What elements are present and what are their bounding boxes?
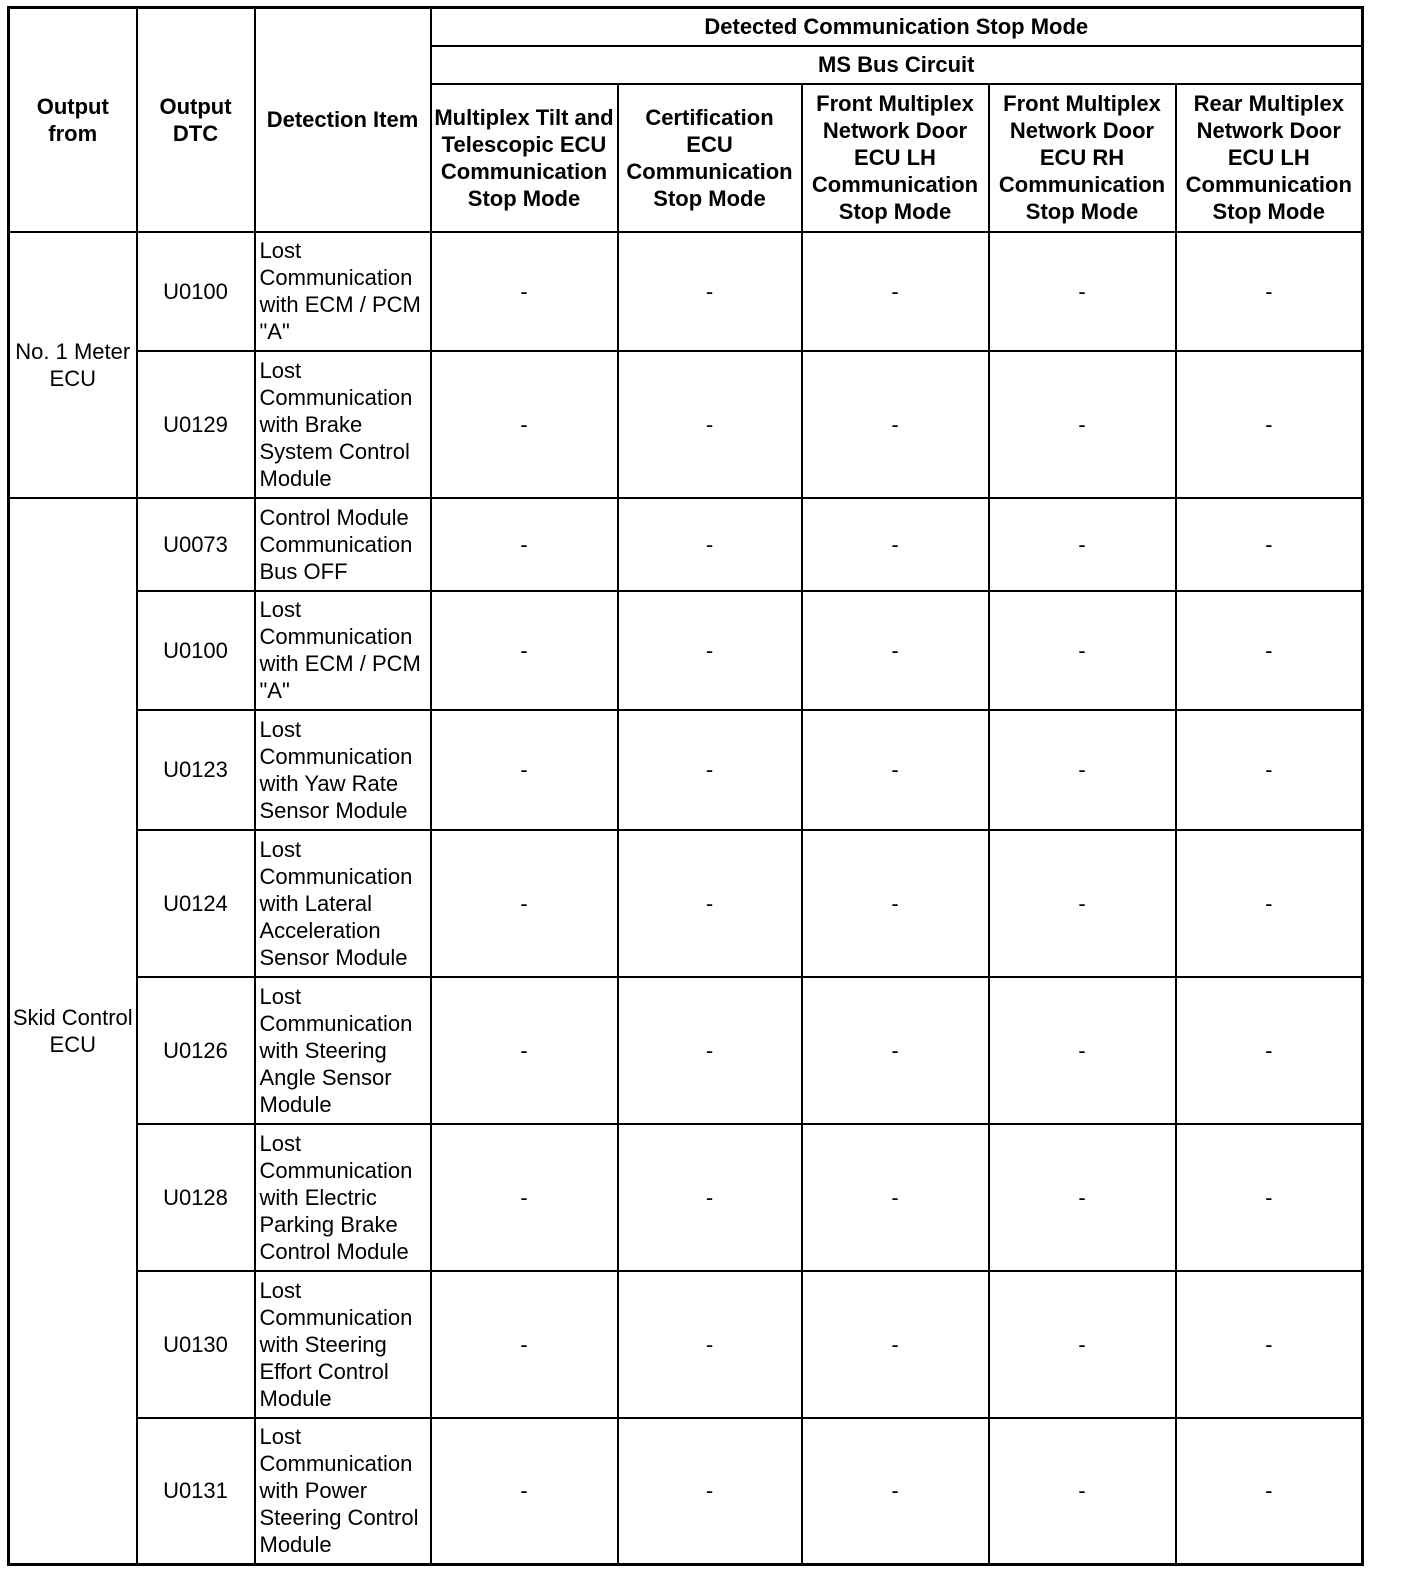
detection-item: Lost Communication with Power Steering Control Module	[255, 1418, 431, 1565]
table-row	[9, 351, 1363, 498]
detection-item: Lost Communication with Brake System Control Module	[255, 351, 431, 498]
mode-value: -	[618, 977, 802, 1124]
mode-value: -	[802, 498, 989, 591]
table-row	[9, 710, 1363, 830]
mode-value: -	[618, 232, 802, 351]
mode-value: -	[1176, 498, 1363, 591]
dtc-code: U0129	[137, 351, 255, 498]
mode-value: -	[802, 1418, 989, 1565]
mode-value: -	[802, 591, 989, 710]
mode-value: -	[431, 1418, 618, 1565]
table-row	[9, 232, 1363, 351]
dtc-code: U0130	[137, 1271, 255, 1418]
dtc-code: U0100	[137, 591, 255, 710]
header-output-dtc: Output DTC	[137, 8, 255, 232]
header-ms-bus-circuit: MS Bus Circuit	[431, 46, 1363, 84]
group-label-skid-control-ecu: Skid Control ECU	[9, 498, 137, 1565]
mode-value: -	[618, 591, 802, 710]
mode-value: -	[1176, 977, 1363, 1124]
mode-value: -	[431, 1124, 618, 1271]
header-detected-communication-stop-mode: Detected Communication Stop Mode	[431, 8, 1363, 46]
mode-value: -	[431, 977, 618, 1124]
header-mode-rear-door-lh: Rear Multiplex Network Door ECU LH Communication Stop Mode	[1176, 84, 1363, 232]
mode-value: -	[802, 1271, 989, 1418]
table-header	[9, 8, 1363, 232]
dtc-code: U0073	[137, 498, 255, 591]
mode-value: -	[1176, 710, 1363, 830]
dtc-table	[7, 6, 1364, 1566]
dtc-code: U0100	[137, 232, 255, 351]
mode-value: -	[989, 232, 1176, 351]
mode-value: -	[1176, 1418, 1363, 1565]
mode-value: -	[1176, 591, 1363, 710]
mode-value: -	[1176, 1271, 1363, 1418]
mode-value: -	[802, 232, 989, 351]
detection-item: Lost Communication with ECM / PCM "A"	[255, 591, 431, 710]
dtc-code: U0124	[137, 830, 255, 977]
mode-value: -	[1176, 351, 1363, 498]
detection-item: Lost Communication with Yaw Rate Sensor Module	[255, 710, 431, 830]
mode-value: -	[618, 830, 802, 977]
mode-value: -	[802, 830, 989, 977]
dtc-code: U0131	[137, 1418, 255, 1565]
mode-value: -	[431, 498, 618, 591]
detection-item: Lost Communication with Lateral Acceleration Sensor Module	[255, 830, 431, 977]
detection-item: Lost Communication with Electric Parking Brake Control Module	[255, 1124, 431, 1271]
mode-value: -	[431, 710, 618, 830]
mode-value: -	[1176, 232, 1363, 351]
table-row	[9, 591, 1363, 710]
mode-value: -	[802, 351, 989, 498]
table-row	[9, 498, 1363, 591]
header-mode-front-door-rh: Front Multiplex Network Door ECU RH Communication Stop Mode	[989, 84, 1176, 232]
mode-value: -	[618, 498, 802, 591]
mode-value: -	[989, 498, 1176, 591]
mode-value: -	[802, 977, 989, 1124]
mode-value: -	[989, 591, 1176, 710]
mode-value: -	[802, 710, 989, 830]
dtc-code: U0126	[137, 977, 255, 1124]
mode-value: -	[989, 351, 1176, 498]
mode-value: -	[431, 591, 618, 710]
dtc-code: U0123	[137, 710, 255, 830]
header-output-from: Output from	[9, 8, 137, 232]
table-row	[9, 1124, 1363, 1271]
mode-value: -	[989, 710, 1176, 830]
mode-value: -	[1176, 1124, 1363, 1271]
mode-value: -	[989, 1124, 1176, 1271]
mode-value: -	[618, 351, 802, 498]
group-label-no1-meter-ecu: No. 1 Meter ECU	[9, 232, 137, 498]
mode-value: -	[989, 1418, 1176, 1565]
mode-value: -	[618, 1271, 802, 1418]
mode-value: -	[431, 351, 618, 498]
detection-item: Control Module Communication Bus OFF	[255, 498, 431, 591]
mode-value: -	[989, 830, 1176, 977]
mode-value: -	[618, 1124, 802, 1271]
detection-item: Lost Communication with Steering Effort Control Module	[255, 1271, 431, 1418]
header-mode-multiplex-tilt-telescopic: Multiplex Tilt and Telescopic ECU Communication Stop Mode	[431, 84, 618, 232]
detection-item: Lost Communication with Steering Angle Sensor Module	[255, 977, 431, 1124]
table-row	[9, 830, 1363, 977]
table-row	[9, 977, 1363, 1124]
mode-value: -	[618, 1418, 802, 1565]
mode-value: -	[802, 1124, 989, 1271]
mode-value: -	[431, 232, 618, 351]
header-detection-item: Detection Item	[255, 8, 431, 232]
detection-item: Lost Communication with ECM / PCM "A"	[255, 232, 431, 351]
table-row	[9, 1271, 1363, 1418]
header-mode-front-door-lh: Front Multiplex Network Door ECU LH Communication Stop Mode	[802, 84, 989, 232]
mode-value: -	[989, 977, 1176, 1124]
header-mode-certification-ecu: Certification ECU Communication Stop Mode	[618, 84, 802, 232]
dtc-code: U0128	[137, 1124, 255, 1271]
mode-value: -	[431, 1271, 618, 1418]
mode-value: -	[431, 830, 618, 977]
mode-value: -	[618, 710, 802, 830]
table-body	[9, 232, 1363, 1565]
mode-value: -	[989, 1271, 1176, 1418]
mode-value: -	[1176, 830, 1363, 977]
table-row	[9, 1418, 1363, 1565]
